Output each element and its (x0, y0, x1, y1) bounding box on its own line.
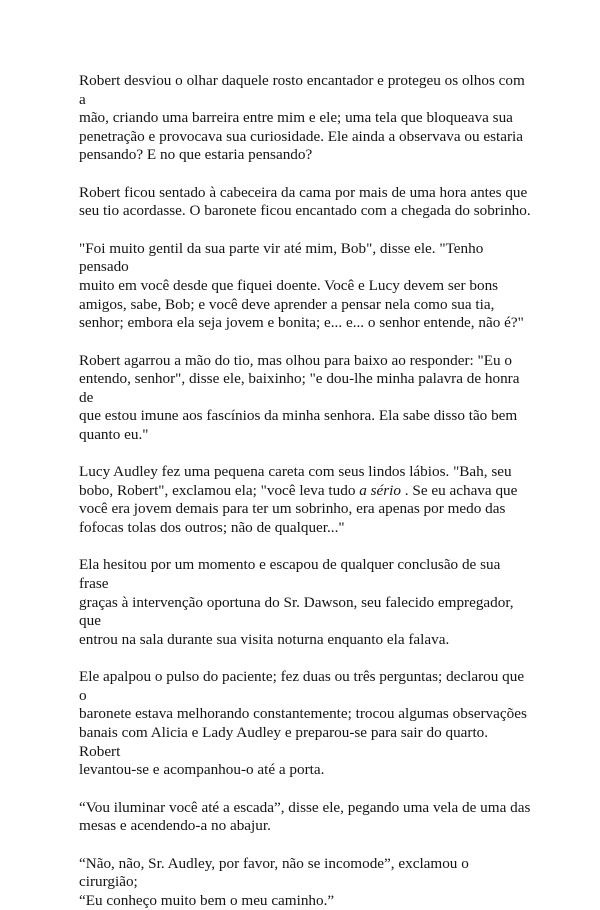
text-line: que estou imune aos fascínios da minha senhora. Ela sabe disso tão bem (79, 407, 518, 425)
text-line: pensando? E no que estaria pensando? (79, 146, 313, 164)
text-line: levantou-se e acompanhou-o até a porta. (79, 761, 325, 779)
text-line: banais com Alicia e Lady Audley e preparou-se para sair do quarto. Robert (79, 724, 489, 760)
text-line: graças à intervenção oportuna do Sr. Dawson, seu falecido empregador, que (79, 593, 514, 630)
text-line: “Eu conheço muito bem o meu caminho.” (79, 891, 335, 909)
text-line: muito em você desde que fiquei doente. Você e Lucy devem ser bons (79, 276, 499, 294)
text-line: bobo, Robert", exclamou ela; "você leva tudo (79, 481, 360, 499)
text-line: Robert ficou sentado à cabeceira da cama por mais de uma hora antes que (79, 183, 528, 201)
text-line: fofocas tolas dos outros; não de qualquer..." (79, 519, 345, 537)
paragraph-8 (79, 799, 531, 836)
paragraph-7 (79, 668, 531, 780)
text-line: “Vou iluminar você até a escada”, disse ele, pegando uma vela de uma das (79, 798, 531, 816)
paragraph-2 (79, 184, 531, 221)
paragraph-1 (79, 72, 531, 165)
text-line: você era jovem demais para ter um sobrinho, era apenas por medo das (79, 500, 506, 518)
text-line: Robert agarrou a mão do tio, mas olhou para baixo ao responder: "Eu o (79, 351, 513, 369)
italic-emphasis: a sério (359, 481, 401, 499)
text-line: Robert desviou o olhar daquele rosto encantador e protegeu os olhos com a (79, 72, 525, 108)
text-line: Ele apalpou o pulso do paciente; fez duas ou três perguntas; declarou que o (79, 668, 525, 704)
text-line: quanto eu." (79, 425, 149, 443)
text-line: seu tio acordasse. O baronete ficou encantado com a chegada do sobrinho. (79, 202, 531, 220)
text-line: senhor; embora ela seja jovem e bonita; e... e... o senhor entende, não é?" (79, 314, 524, 332)
document-body (79, 72, 531, 910)
text-line: "Foi muito gentil da sua parte vir até mim, Bob", disse ele. "Tenho pensado (79, 239, 484, 276)
text-line: “Não, não, Sr. Audley, por favor, não se incomode”, exclamou o cirurgião; (79, 854, 469, 891)
text-line: baronete estava melhorando constantemente; trocou algumas observações (79, 705, 527, 723)
paragraph-9 (79, 855, 531, 910)
paragraph-5 (79, 463, 531, 537)
text-line: Ela hesitou por um momento e escapou de qualquer conclusão de sua frase (79, 556, 501, 593)
text-line: amigos, sabe, Bob; e você deve aprender a pensar nela como sua tia, (79, 295, 495, 313)
text-line: Lucy Audley fez uma pequena careta com seus lindos lábios. "Bah, seu (79, 463, 512, 481)
paragraph-4 (79, 352, 531, 445)
text-line: mão, criando uma barreira entre mim e ele; uma tela que bloqueava sua (79, 109, 513, 127)
text-line: entrou na sala durante sua visita noturna enquanto ela falava. (79, 630, 450, 648)
text-line: penetração e provocava sua curiosidade. Ele ainda a observava ou estaria (79, 127, 524, 145)
paragraph-3 (79, 240, 531, 333)
text-line: . Se eu achava que (400, 481, 518, 499)
text-line: entendo, senhor", disse ele, baixinho; "e dou-lhe minha palavra de honra de (79, 370, 520, 406)
text-line: mesas e acendendo-a no abajur. (79, 817, 271, 835)
paragraph-6 (79, 556, 531, 649)
